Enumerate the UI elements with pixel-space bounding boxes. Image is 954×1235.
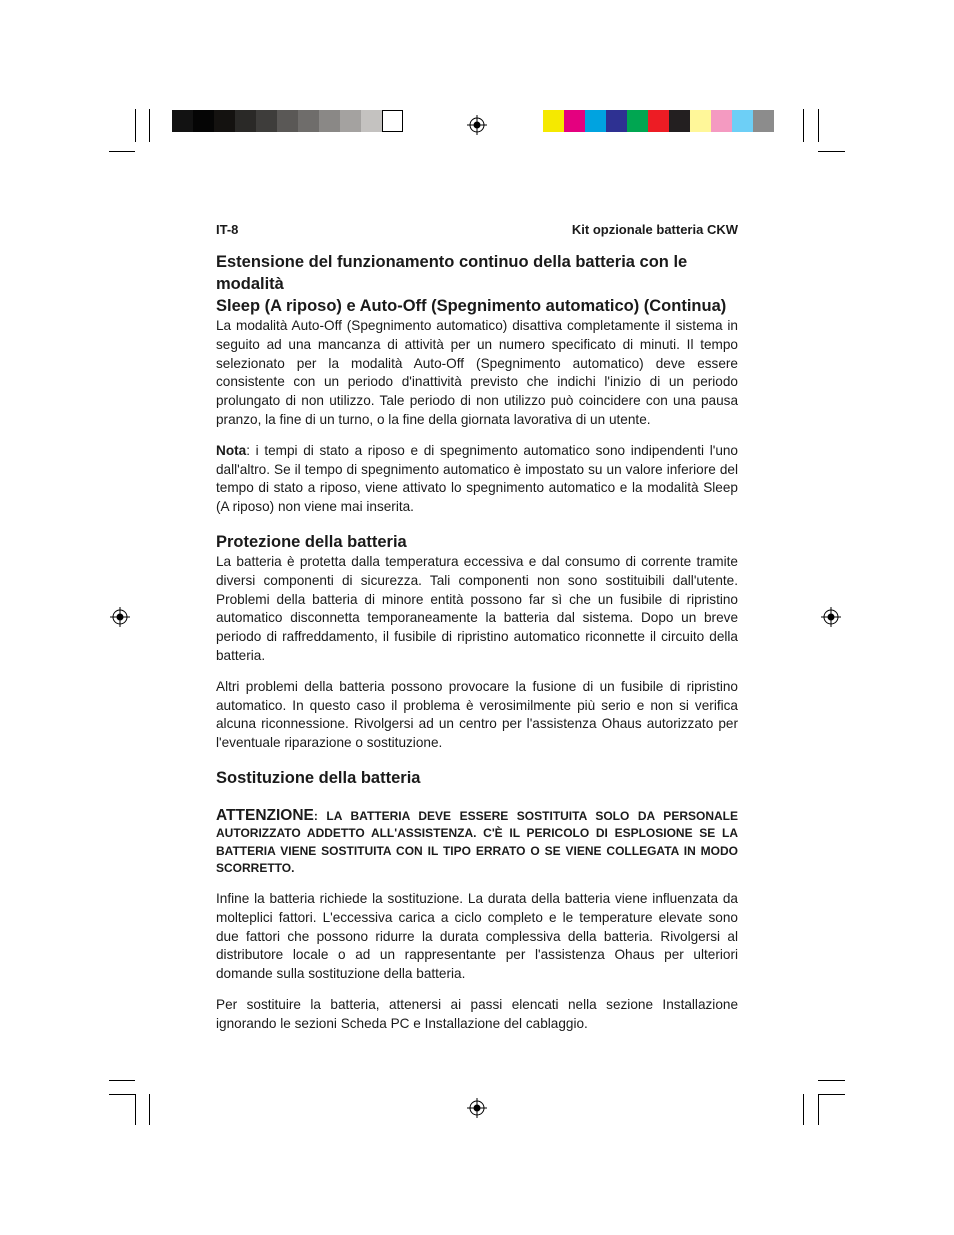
section-title: Protezione della batteria <box>216 532 407 551</box>
color-swatch <box>648 110 669 132</box>
crop-mark <box>109 151 135 152</box>
color-swatch <box>564 110 585 132</box>
color-swatch <box>172 110 193 132</box>
color-swatch <box>753 110 774 132</box>
color-swatch <box>256 110 277 132</box>
color-swatch <box>277 110 298 132</box>
grayscale-color-bar <box>172 110 403 132</box>
body-paragraph: La modalità Auto-Off (Spegnimento automatico) disattiva completamente il sistema in seguito ad una mancanza di attività per un numero specificato di minuti. Il tempo selezionato per la modalità Auto-Off (Spegnimento automatico) deve essere consistente con un periodo d'inattività previsto che indichi l'inizio di un periodo prolungato di non utilizzo. Tale periodo di non utilizzo può coincidere con una pausa pranzo, la fine di un turno, o la fine della giornata lavorativa di un utente. <box>216 318 738 427</box>
registration-mark-icon <box>467 115 487 135</box>
color-swatch <box>214 110 235 132</box>
color-swatch <box>340 110 361 132</box>
color-swatch <box>193 110 214 132</box>
color-swatch <box>627 110 648 132</box>
running-header <box>216 222 738 238</box>
crop-mark <box>818 1094 819 1125</box>
note-label: Nota <box>216 442 247 458</box>
registration-mark-icon <box>110 607 130 627</box>
section-title <box>216 251 738 317</box>
color-swatch <box>361 110 382 132</box>
crop-mark <box>109 1080 135 1081</box>
crop-mark <box>818 1080 845 1081</box>
registration-mark-icon <box>821 607 841 627</box>
body-paragraph: Altri problemi della batteria possono provocare la fusione di un fusibile di ripristino automatico. In questo caso il problema è verosimilmente più serio e non si verifica alcuna riconnessione. Rivolgersi ad un centro per l'assistenza Ohaus autorizzato per l'eventuale riparazione o sostituzione. <box>216 678 738 751</box>
crop-mark <box>135 109 136 142</box>
crop-mark <box>149 109 150 142</box>
body-paragraph: La batteria è protetta dalla temperatura eccessiva e dal consumo di corrente tramite diversi componenti di sicurezza. Tali componenti non sono sostituibili dall'utente. Problemi della batteria di minore entità possono far sì che un fusibile di ripristino automatico disconnetta temporaneamente la batteria dal sistema. Dopo un breve periodo di raffreddamento, il fusibile di ripristino automatico riconnette il circuito della batteria. <box>216 553 738 663</box>
note-paragraph <box>216 442 738 517</box>
crop-mark <box>135 1094 136 1125</box>
color-swatch <box>711 110 732 132</box>
color-swatch <box>382 110 403 132</box>
page-number: IT-8 <box>216 222 239 237</box>
body-paragraph: Infine la batteria richiede la sostituzione. La durata della batteria viene influenzata da molteplici fattori. L'eccessiva carica a ciclo completo e le temperature elevate sono due fattori che possono ridurre la durata complessiva della batteria. Rivolgersi al distributore locale o ad un rappresentante per l'assistenza Ohaus per ulteriori domande sulla sostituzione della batteria. <box>216 890 738 982</box>
color-swatch <box>319 110 340 132</box>
color-swatch <box>298 110 319 132</box>
color-swatch <box>585 110 606 132</box>
warning-label: ATTENZIONE <box>216 806 314 824</box>
body-paragraph: Per sostituire la batteria, attenersi ai passi elencati nella sezione Installazione ignorando le sezioni Scheda PC e Installazione del cablaggio. <box>216 996 738 1031</box>
crop-mark <box>818 109 819 142</box>
crop-mark <box>149 1094 150 1125</box>
crop-mark <box>803 109 804 142</box>
running-title: Kit opzionale batteria CKW <box>571 222 738 237</box>
color-swatch <box>543 110 564 132</box>
warning-text: : LA BATTERIA DEVE ESSERE SOSTITUITA SOLO DA PERSONALE AUTORIZZATO ADDETTO ALL'ASSISTENZA. C'È IL PERICOLO DI ESPLOSIONE SE LA BATTERIA VIENE SOSTITUITA CON IL TIPO ERRATO O SE VIENE COLLEGATA IN MODO SCORRETTO. <box>216 808 738 876</box>
color-swatch <box>690 110 711 132</box>
crop-mark <box>818 151 845 152</box>
note-text: : i tempi di stato a riposo e di spegnimento automatico sono indipendenti l'uno dall'altro. Se il tempo di spegnimento automatico è impostato su un valore inferiore del tempo di stato a riposo, viene attivato lo spegnimento automatico e la modalità Sleep (A riposo) non viene mai inserita. <box>216 442 738 515</box>
crop-mark <box>109 1094 135 1095</box>
color-swatch <box>669 110 690 132</box>
color-swatch <box>732 110 753 132</box>
registration-mark-icon <box>467 1098 487 1118</box>
section-title-line: Estensione del funzionamento continuo della batteria con le modalità <box>216 253 688 293</box>
crop-mark <box>803 1094 804 1125</box>
page-content <box>216 222 738 1034</box>
color-swatch <box>235 110 256 132</box>
crop-mark <box>818 1094 845 1095</box>
section-title-line: Sleep (A riposo) e Auto-Off (Spegnimento automatico) (Continua) <box>216 297 727 315</box>
warning-block <box>216 807 738 878</box>
color-swatch <box>606 110 627 132</box>
process-color-bar <box>543 110 774 132</box>
section-title: Sostituzione della batteria <box>216 768 421 787</box>
